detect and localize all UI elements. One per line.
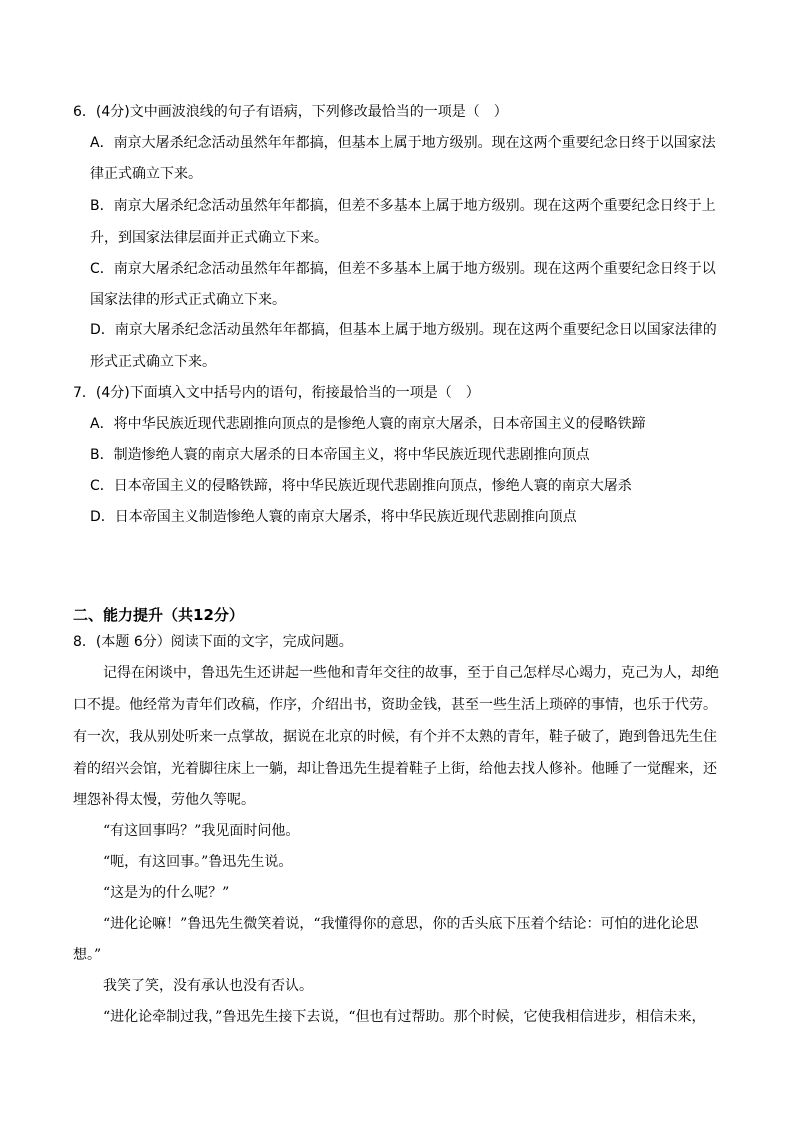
passage-line: 口不提。他经常为青年们改稿，作序，介绍出书，资助金钱，甚至一些生活上琐碎的事情，也乐于代劳。 [73,697,717,713]
q6-option-b-line1: B．南京大屠杀纪念活动虽然年年都搞，但差不多基本上属于地方级别。现在这两个重要纪念日终于上 [90,198,716,214]
q7-stem: 7．(4分)下面填入文中括号内的语句，衔接最恰当的一项是（ ） [73,385,480,401]
q6-stem: 6．(4分)文中画波浪线的句子有语病，下列修改最恰当的一项是（ ） [73,104,508,120]
passage-line: 有一次，我从别处听来一点掌故，据说在北京的时候，有个并不太熟的青年，鞋子破了，跑到鲁迅先生住 [73,729,717,745]
passage-line: “呃，有这回事。”鲁迅先生说。 [103,854,293,870]
q6-option-a-line1: A．南京大屠杀纪念活动虽然年年都搞，但基本上属于地方级别。现在这两个重要纪念日终于以国家法 [90,135,716,151]
q6-option-d-line2: 形式正式确立下来。 [90,354,216,370]
passage-line: 记得在闲谈中，鲁迅先生还讲起一些他和青年交往的故事，至于自己怎样尽心竭力，克己为人，却绝 [103,665,719,681]
passage-line: 想。” [73,947,102,963]
passage-line: “有这回事吗？”我见面时问他。 [103,823,300,839]
q6-option-b-line2: 升，到国家法律层面并正式确立下来。 [90,230,328,246]
passage-line: 埋怨补得太慢，劳他久等呢。 [73,792,255,808]
passage-line: “进化论嘛！”鲁迅先生微笑着说，“我懂得你的意思，你的舌头底下压着个结论：可怕的进化论思 [103,916,699,932]
q6-option-a-line2: 律正式确立下来。 [90,166,202,182]
passage-line: “进化论牵制过我，”鲁迅先生接下去说，“但也有过帮助。那个时候，它使我相信进步，相信未来， [103,1009,706,1025]
section-heading: 二、能力提升（共12分） [73,606,244,624]
q6-option-d-line1: D．南京大屠杀纪念活动虽然年年都搞，但基本上属于地方级别。现在这两个重要纪念日以国家法律的 [90,322,717,338]
passage-line: 我笑了笑，没有承认也没有否认。 [103,978,313,994]
q8-stem: 8．(本题 6分）阅读下面的文字，完成问题。 [73,634,353,650]
passage-line: 着的绍兴会馆，光着脚往床上一躺，却让鲁迅先生提着鞋子上街，给他去找人修补。他睡了一觉醒来，还 [73,761,717,777]
q7-option-c: C．日本帝国主义的侵略铁蹄，将中华民族近现代悲剧推向顶点，惨绝人寰的南京大屠杀 [90,478,632,494]
passage-line: “这是为的什么呢？” [103,885,230,901]
q6-option-c-line1: C．南京大屠杀纪念活动虽然年年都搞，但差不多基本上属于地方级别。现在这两个重要纪念日终于以 [90,261,716,277]
q7-option-a: A．将中华民族近现代悲剧推向顶点的是惨绝人寰的南京大屠杀，日本帝国主义的侵略铁蹄 [90,416,646,432]
q7-option-d: D．日本帝国主义制造惨绝人寰的南京大屠杀，将中华民族近现代悲剧推向顶点 [90,509,577,525]
q7-option-b: B．制造惨绝人寰的南京大屠杀的日本帝国主义，将中华民族近现代悲剧推向顶点 [90,447,590,463]
q6-option-c-line2: 国家法律的形式正式确立下来。 [90,292,286,308]
